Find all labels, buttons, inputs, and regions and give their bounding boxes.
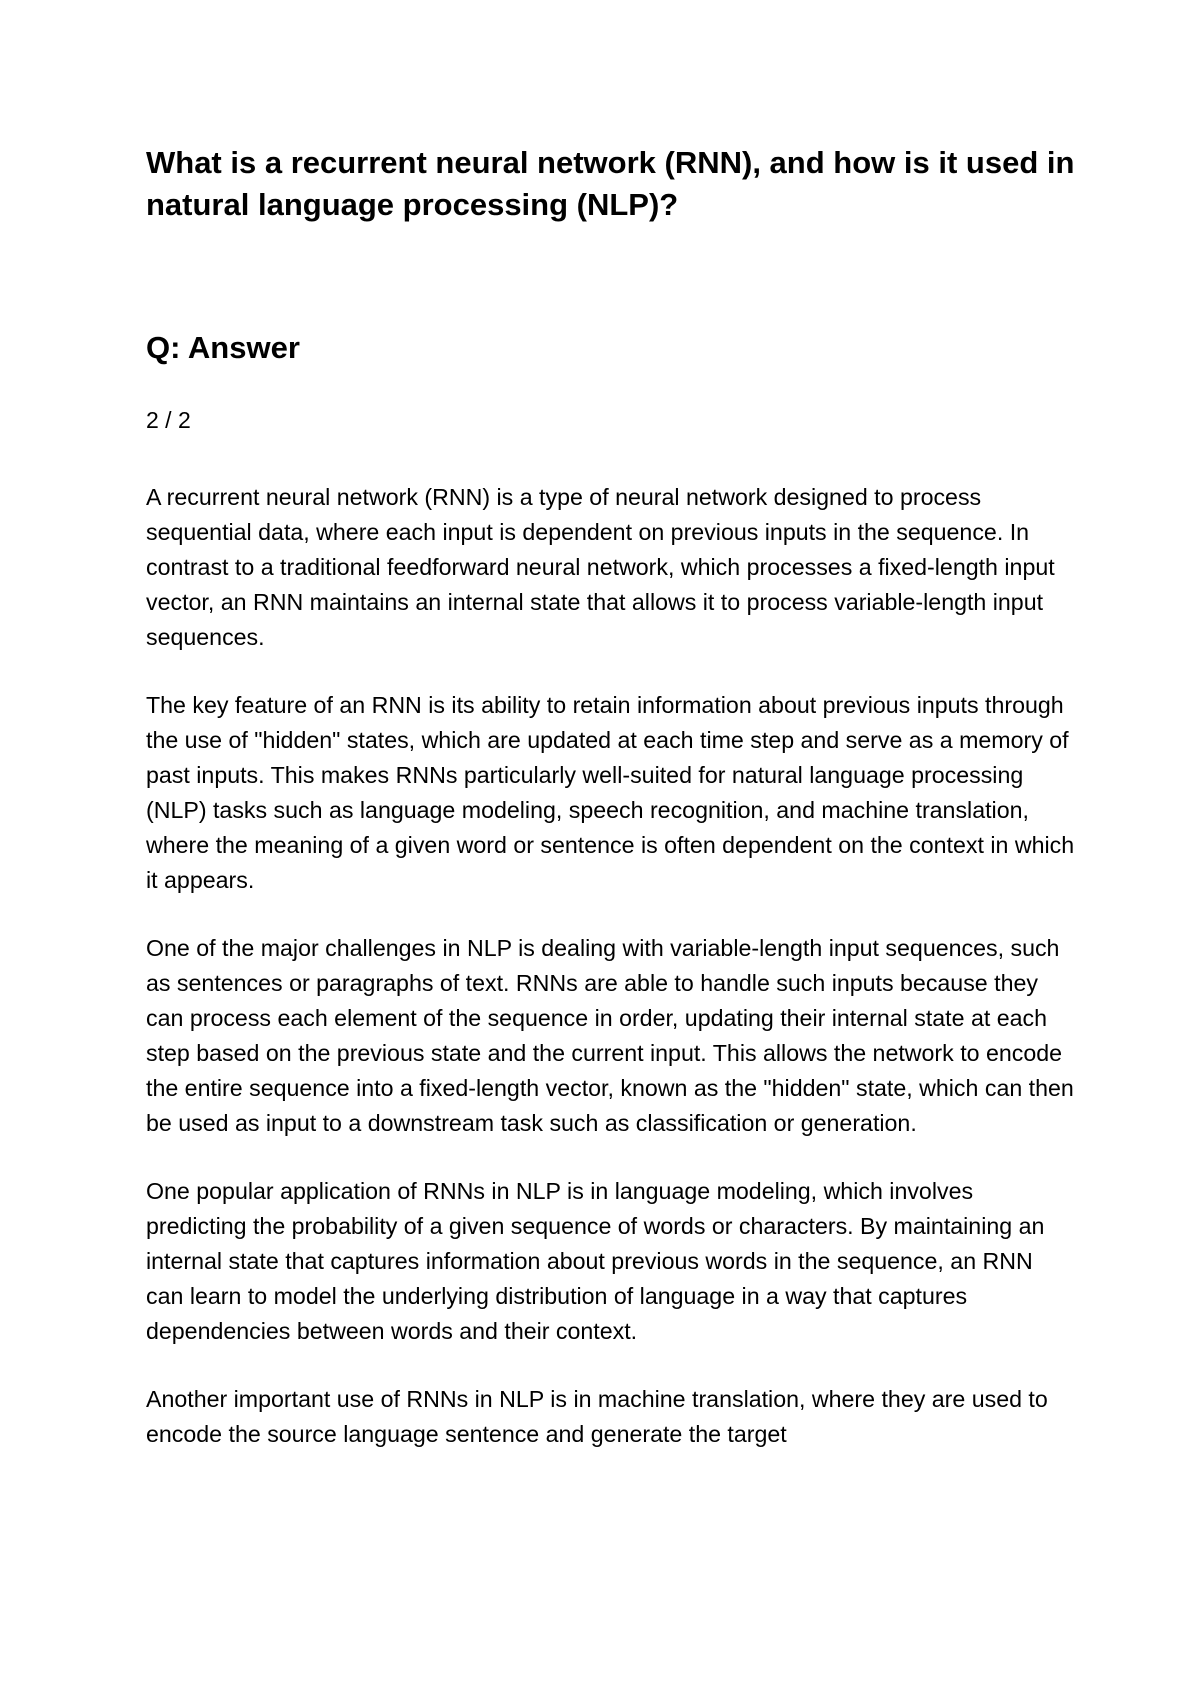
answer-paragraph-1: A recurrent neural network (RNN) is a type of neural network designed to process sequential data, where each input is dependent on previous inputs in the sequence. In contrast to a traditional feedforward neural network, which processes a fixed-length input vector, an RNN maintains an internal state that allows it to process variable-length input sequences. <box>146 484 1055 650</box>
document-page <box>146 142 1076 1452</box>
answer-paragraph-3: One of the major challenges in NLP is dealing with variable-length input sequences, such as sentences or paragraphs of text. RNNs are able to handle such inputs because they can process each element of the sequence in order, updating their internal state at each step based on the previous state and the current input. This allows the network to encode the entire sequence into a fixed-length vector, known as the "hidden" state, which can then be used as input to a downstream task such as classification or generation. <box>146 935 1074 1136</box>
answer-paragraph-5: Another important use of RNNs in NLP is in machine translation, where they are used to encode the source language sentence and generate the target <box>146 1386 1048 1447</box>
question-title: What is a recurrent neural network (RNN), and how is it used in natural language processing (NLP)? <box>146 145 1075 222</box>
answer-paragraph-2: The key feature of an RNN is its ability to retain information about previous inputs through the use of "hidden" states, which are updated at each time step and serve as a memory of past inputs. This makes RNNs particularly well-suited for natural language processing (NLP) tasks such as language modeling, speech recognition, and machine translation, where the meaning of a given word or sentence is often dependent on the context in which it appears. <box>146 692 1075 893</box>
answer-heading: Q: Answer <box>146 330 300 365</box>
version-indicator: 2 / 2 <box>146 407 191 433</box>
answer-paragraph-4: One popular application of RNNs in NLP is in language modeling, which involves predicting the probability of a given sequence of words or characters. By maintaining an internal state that captures information about previous words in the sequence, an RNN can learn to model the underlying distribution of language in a way that captures dependencies between words and their context. <box>146 1178 1045 1344</box>
